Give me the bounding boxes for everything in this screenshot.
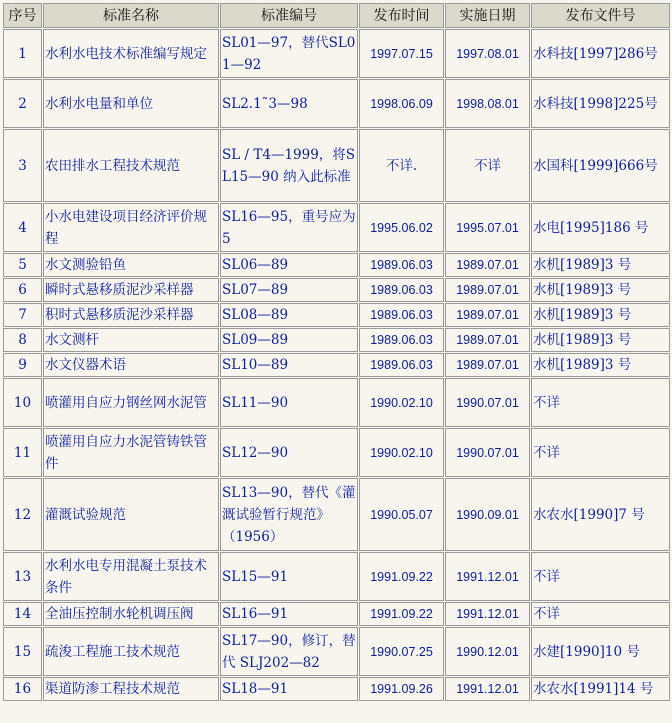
cell-code: SL08—89 <box>220 303 358 327</box>
cell-publish-date: 1997.07.15 <box>359 29 444 78</box>
cell-name: 水利水电专用混凝土泵技术条件 <box>43 552 219 601</box>
cell-implement-date: 1989.07.01 <box>445 278 530 302</box>
table-row <box>3 378 670 427</box>
cell-name: 水文测杆 <box>43 328 219 352</box>
cell-code: SL12—90 <box>220 428 358 477</box>
cell-name: 全油压控制水轮机调压阀 <box>43 602 219 626</box>
cell-publish-date: 1990.02.10 <box>359 378 444 427</box>
cell-doc-no: 水国科[1999]666号 <box>531 129 670 202</box>
cell-name: 灌溉试验规范 <box>43 478 219 551</box>
cell-no: 4 <box>3 203 42 252</box>
cell-code: SL11—90 <box>220 378 358 427</box>
cell-name: 水利水电技术标准编写规定 <box>43 29 219 78</box>
header-name: 标准名称 <box>43 3 219 28</box>
cell-no: 13 <box>3 552 42 601</box>
cell-implement-date: 1995.07.01 <box>445 203 530 252</box>
header-no: 序号 <box>3 3 42 28</box>
cell-publish-date: 1989.06.03 <box>359 303 444 327</box>
table-row <box>3 29 670 78</box>
cell-publish-date: 不详. <box>359 129 444 202</box>
cell-no: 3 <box>3 129 42 202</box>
cell-no: 16 <box>3 677 42 701</box>
cell-code: SL2.1˜3—98 <box>220 79 358 128</box>
cell-publish-date: 1990.07.25 <box>359 627 444 676</box>
cell-code: SL09—89 <box>220 328 358 352</box>
cell-no: 10 <box>3 378 42 427</box>
standards-table <box>2 2 671 702</box>
cell-doc-no: 不详 <box>531 602 670 626</box>
cell-code: SL18—91 <box>220 677 358 701</box>
table-row <box>3 203 670 252</box>
table-row <box>3 328 670 352</box>
cell-doc-no: 水机[1989]3 号 <box>531 253 670 277</box>
cell-publish-date: 1995.06.02 <box>359 203 444 252</box>
cell-name: 喷灌用自应力钢丝网水泥管 <box>43 378 219 427</box>
cell-name: 小水电建设项目经济评价规程 <box>43 203 219 252</box>
cell-doc-no: 不详 <box>531 428 670 477</box>
cell-code: SL15—91 <box>220 552 358 601</box>
cell-code: SL16—95，重号应为 5 <box>220 203 358 252</box>
cell-doc-no: 水农水[1991]14 号 <box>531 677 670 701</box>
cell-code: SL13—90，替代《灌溉试验暂行规范》 （1956） <box>220 478 358 551</box>
cell-publish-date: 1991.09.26 <box>359 677 444 701</box>
cell-doc-no: 水电[1995]186 号 <box>531 203 670 252</box>
cell-no: 8 <box>3 328 42 352</box>
cell-doc-no: 水建[1990]10 号 <box>531 627 670 676</box>
header-publish-date: 发布时间 <box>359 3 444 28</box>
cell-implement-date: 1989.07.01 <box>445 353 530 377</box>
table-row <box>3 627 670 676</box>
cell-code: SL / T4—1999，将SL15—90 纳入此标准 <box>220 129 358 202</box>
cell-no: 5 <box>3 253 42 277</box>
cell-name: 水文仪器术语 <box>43 353 219 377</box>
cell-doc-no: 水机[1989]3 号 <box>531 303 670 327</box>
table-row <box>3 129 670 202</box>
cell-publish-date: 1991.09.22 <box>359 552 444 601</box>
cell-publish-date: 1990.05.07 <box>359 478 444 551</box>
table-row <box>3 552 670 601</box>
cell-no: 9 <box>3 353 42 377</box>
cell-implement-date: 1997.08.01 <box>445 29 530 78</box>
cell-no: 2 <box>3 79 42 128</box>
cell-no: 12 <box>3 478 42 551</box>
cell-publish-date: 1989.06.03 <box>359 328 444 352</box>
header-implement-date: 实施日期 <box>445 3 530 28</box>
cell-name: 瞬时式悬移质泥沙采样器 <box>43 278 219 302</box>
table-row <box>3 602 670 626</box>
cell-implement-date: 1989.07.01 <box>445 253 530 277</box>
cell-no: 7 <box>3 303 42 327</box>
cell-publish-date: 1989.06.03 <box>359 278 444 302</box>
cell-doc-no: 不详 <box>531 378 670 427</box>
cell-name: 水文测验铅鱼 <box>43 253 219 277</box>
table-row <box>3 428 670 477</box>
cell-doc-no: 水科技[1998]225号 <box>531 79 670 128</box>
cell-implement-date: 1990.09.01 <box>445 478 530 551</box>
cell-code: SL17—90，修订，替代 SLJ202—82 <box>220 627 358 676</box>
cell-publish-date: 1989.06.03 <box>359 353 444 377</box>
cell-publish-date: 1990.02.10 <box>359 428 444 477</box>
table-row <box>3 278 670 302</box>
cell-doc-no: 水科技[1997]286号 <box>531 29 670 78</box>
cell-no: 14 <box>3 602 42 626</box>
cell-doc-no: 水机[1989]3 号 <box>531 353 670 377</box>
cell-implement-date: 1990.12.01 <box>445 627 530 676</box>
cell-name: 疏浚工程施工技术规范 <box>43 627 219 676</box>
cell-no: 6 <box>3 278 42 302</box>
table-row <box>3 353 670 377</box>
cell-code: SL07—89 <box>220 278 358 302</box>
table-row <box>3 478 670 551</box>
cell-name: 积时式悬移质泥沙采样器 <box>43 303 219 327</box>
cell-implement-date: 1991.12.01 <box>445 677 530 701</box>
cell-doc-no: 水机[1989]3 号 <box>531 328 670 352</box>
cell-name: 农田排水工程技术规范 <box>43 129 219 202</box>
cell-implement-date: 1989.07.01 <box>445 303 530 327</box>
cell-implement-date: 1990.07.01 <box>445 428 530 477</box>
cell-publish-date: 1998.06.09 <box>359 79 444 128</box>
table-row <box>3 303 670 327</box>
cell-doc-no: 水农水[1990]7 号 <box>531 478 670 551</box>
cell-code: SL10—89 <box>220 353 358 377</box>
cell-implement-date: 1991.12.01 <box>445 602 530 626</box>
cell-name: 水利水电量和单位 <box>43 79 219 128</box>
cell-doc-no: 不详 <box>531 552 670 601</box>
cell-implement-date: 1990.07.01 <box>445 378 530 427</box>
cell-no: 11 <box>3 428 42 477</box>
cell-name: 渠道防渗工程技术规范 <box>43 677 219 701</box>
cell-no: 15 <box>3 627 42 676</box>
cell-name: 喷灌用自应力水泥管铸铁管件 <box>43 428 219 477</box>
cell-code: SL16—91 <box>220 602 358 626</box>
table-row <box>3 79 670 128</box>
cell-implement-date: 1998.08.01 <box>445 79 530 128</box>
cell-publish-date: 1989.06.03 <box>359 253 444 277</box>
table-row <box>3 677 670 701</box>
cell-publish-date: 1991.09.22 <box>359 602 444 626</box>
header-doc-no: 发布文件号 <box>531 3 670 28</box>
header-code: 标准编号 <box>220 3 358 28</box>
cell-implement-date: 不详 <box>445 129 530 202</box>
header-row <box>3 3 670 28</box>
cell-code: SL06—89 <box>220 253 358 277</box>
cell-doc-no: 水机[1989]3 号 <box>531 278 670 302</box>
cell-implement-date: 1989.07.01 <box>445 328 530 352</box>
cell-code: SL01—97，替代SL01—92 <box>220 29 358 78</box>
cell-no: 1 <box>3 29 42 78</box>
cell-implement-date: 1991.12.01 <box>445 552 530 601</box>
table-row <box>3 253 670 277</box>
